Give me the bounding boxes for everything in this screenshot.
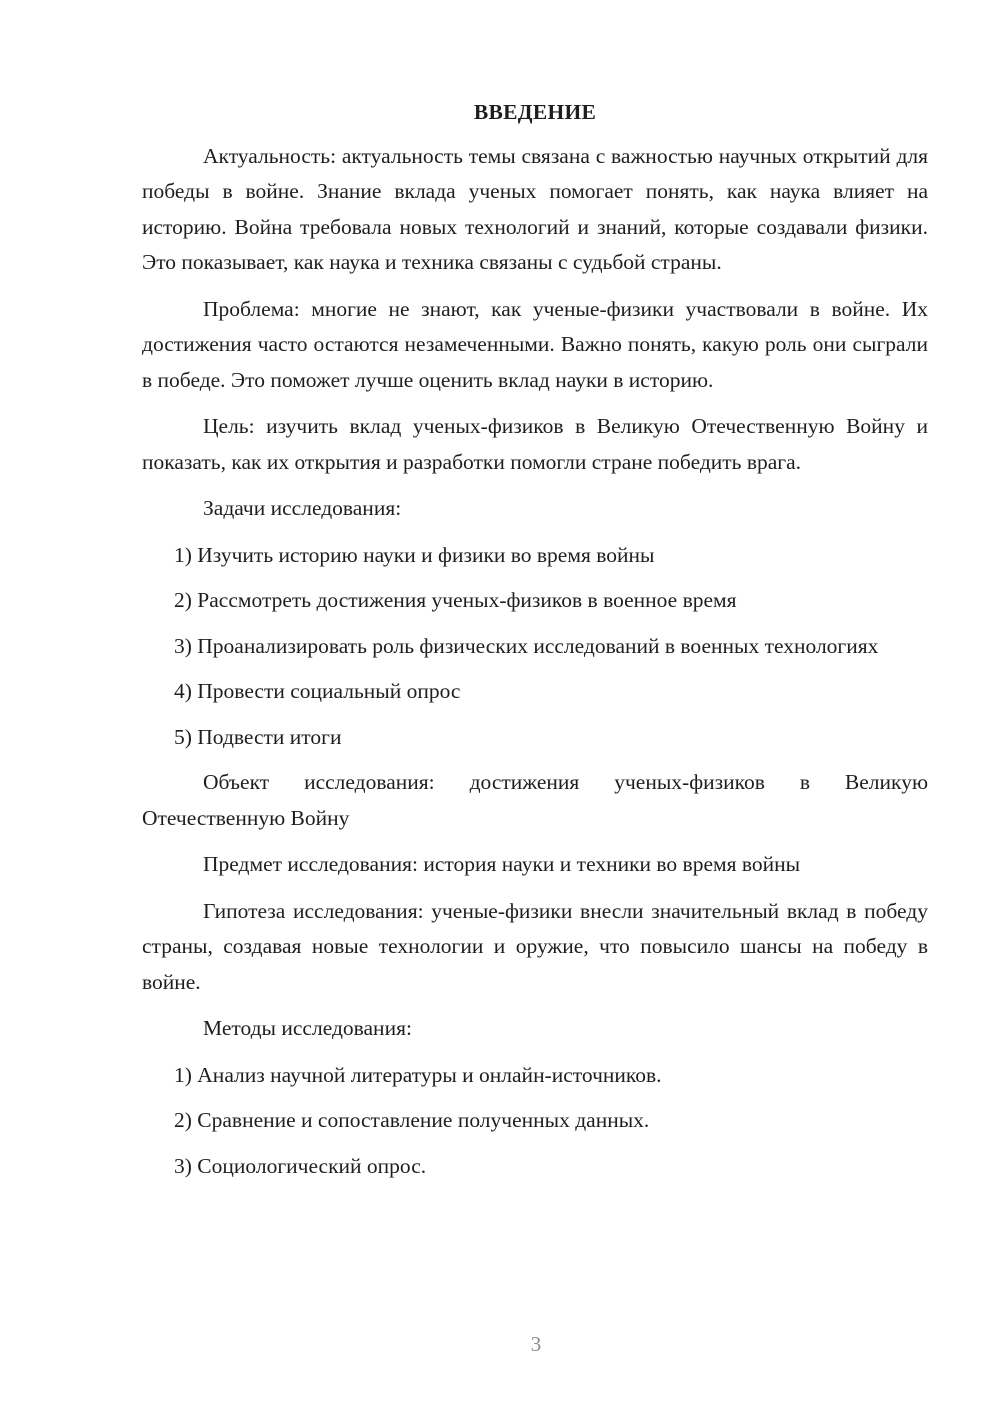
problem-paragraph: Проблема: многие не знают, как ученые-физики участвовали в войне. Их достижения часто остаются незамеченными. Важно понять, какую роль они сыграли в победе. Это поможет лучше оценить вклад науки в историю. — [142, 296, 928, 392]
method-item: 1) Анализ научной литературы и онлайн-источников. — [174, 1062, 662, 1087]
relevance-paragraph: Актуальность: актуальность темы связана с важностью научных открытий для победы в войне. Знание вклада ученых помогает понять, как наука влияет на историю. Война требовала новых технологий и знаний, которые создавали физики. Это показывает, как наука и техника связаны с судьбой страны. — [142, 143, 928, 274]
task-item: 1) Изучить историю науки и физики во время войны — [174, 542, 655, 567]
object-paragraph: Объект исследования: достижения ученых-физиков в Великую Отечественную Войну — [142, 770, 928, 830]
subject-paragraph: Предмет исследования: история науки и техники во время войны — [203, 852, 801, 876]
task-item: 4) Провести социальный опрос — [174, 679, 461, 703]
methods-heading: Методы исследования: — [203, 1016, 412, 1040]
page-number: 3 — [530, 1332, 542, 1356]
page-title: ВВЕДЕНИЕ — [473, 100, 597, 124]
document-page — [142, 95, 928, 1194]
task-item: 3) Проанализировать роль физических исследований в военных технологиях — [174, 633, 879, 658]
method-item: 2) Сравнение и сопоставление полученных данных. — [174, 1108, 650, 1132]
task-item: 2) Рассмотреть достижения ученых-физиков в военное время — [174, 588, 737, 612]
hypothesis-paragraph: Гипотеза исследования: ученые-физики внесли значительный вклад в победу страны, создавая новые технологии и оружие, что повысило шансы на победу в войне. — [142, 898, 928, 994]
task-item: 5) Подвести итоги — [174, 724, 342, 749]
method-item: 3) Социологический опрос. — [174, 1153, 427, 1178]
tasks-heading: Задачи исследования: — [203, 496, 402, 520]
goal-paragraph: Цель: изучить вклад ученых-физиков в Великую Отечественную Войну и показать, как их открытия и разработки помогли стране победить врага. — [142, 414, 928, 474]
